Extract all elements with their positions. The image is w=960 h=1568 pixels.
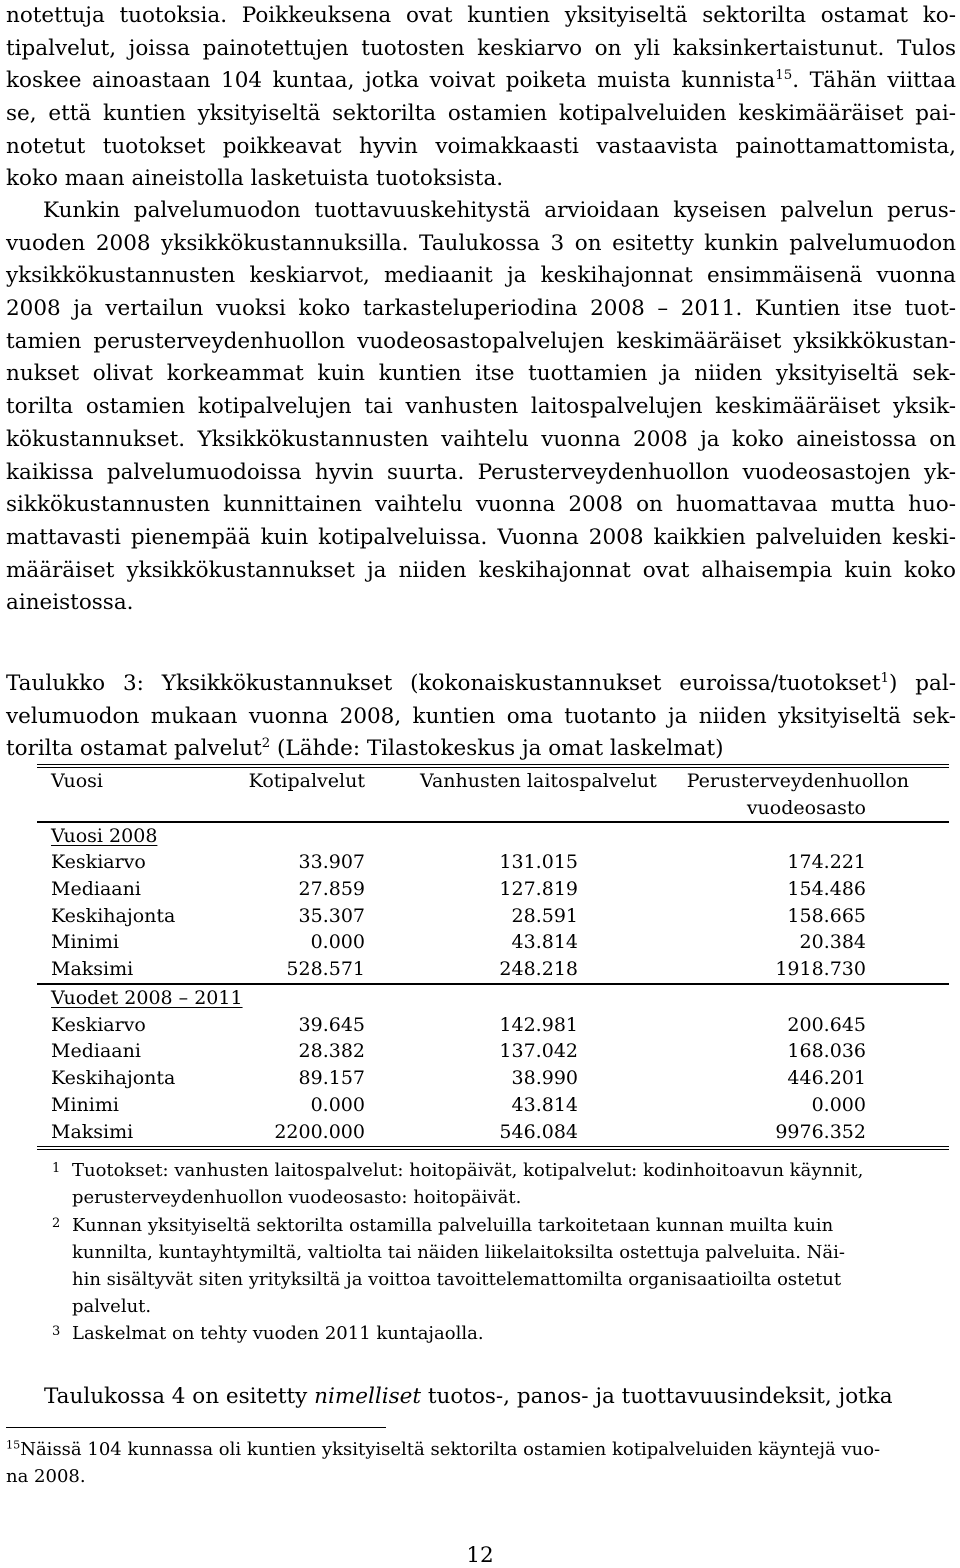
table-caption [6,668,956,766]
text-segment: . Tähän viittaa [792,68,957,94]
row-label: Keskiarvo [51,1014,146,1036]
cell-value: 20.384 [799,931,866,953]
cell-value: 0.000 [811,1094,866,1116]
caption-line: velumuodon mukaan vuonna 2008, kuntien oma tuotanto ja niiden yksityiseltä sek- [6,703,956,729]
caption-line [6,668,956,701]
table-section-rule [37,983,949,985]
text-segment: tuotos-, panos- ja tuottavuusindeksit, jotka [421,1384,893,1409]
footnote-rule [6,1427,386,1428]
row-label: Mediaani [51,878,141,900]
cell-value: 142.981 [499,1014,578,1036]
cell-value: 27.859 [298,878,365,900]
cell-value: 89.157 [298,1067,365,1089]
footnote-mark: 15 [6,1438,21,1452]
cell-value: 174.221 [787,851,866,873]
cell-value: 35.307 [298,905,365,927]
note-line: palvelut. [72,1296,152,1317]
text-segment: (Lähde: Tilastokeskus ja omat laskelmat) [270,736,724,762]
text-segment: Näissä 104 kunnassa oli kuntien yksityiseltä sektorilta ostamien kotipalveluiden käyntejä vuo- [20,1439,881,1460]
cell-value: 131.015 [499,851,578,873]
text-line: Kunkin palvelumuodon tuottavuuskehitystä arvioidaan kyseisen palvelun perus- [43,198,956,223]
text-segment: koskee ainoastaan 104 kuntaa, jotka voivat poiketa muista kunnista [6,68,776,94]
text-line: sikkökustannusten kunnittainen vaihtelu vuonna 2008 on huomattavaa mutta huo- [6,492,956,518]
text-line: notetut tuotokset poikkeavat hyvin voimakkaasti vastaavista painottamattomista, [6,133,956,159]
footnote-ref-15[interactable]: 15 [775,68,793,84]
cell-value: 446.201 [787,1067,866,1089]
note-mark: 1 [52,1161,61,1176]
header-vanhusten-laitospalvelut: Vanhusten laitospalvelut [420,770,657,792]
table-note-ref: 2 [261,736,271,752]
cell-value: 43.814 [511,931,578,953]
table-note [52,1157,922,1211]
table-bottom-rule [37,1149,949,1150]
cell-value: 33.907 [298,851,365,873]
footnote [6,1436,956,1490]
table-bottom-rule [37,1146,949,1147]
cell-value: 38.990 [511,1067,578,1089]
text-segment: ) pal- [888,671,956,696]
table-note-ref: 1 [880,671,889,687]
cell-value: 0.000 [310,1094,365,1116]
table-header-rule [37,821,949,823]
text-line: koko maan aineistolla lasketuista tuotoksista. [6,166,504,192]
section-title: Vuodet 2008 – 2011 [51,987,243,1009]
cell-value: 39.645 [298,1014,365,1036]
cell-value: 200.645 [787,1014,866,1036]
row-label: Mediaani [51,1040,141,1062]
row-label: Maksimi [51,1121,134,1143]
text-line: 2008 ja vertailun vuoksi koko tarkasteluperiodina 2008 – 2011. Kuntien itse tuot- [6,296,956,322]
cell-value: 9976.352 [775,1121,866,1143]
paragraph-2 [6,195,956,620]
text-line [6,65,956,98]
text-line: vuoden 2008 yksikkökustannuksilla. Taulukossa 3 on esitetty kunkin palvelumuodon [6,230,956,256]
row-label: Keskihajonta [51,905,176,927]
text-line: määräiset yksikkökustannukset ja niiden keskihajonnat ovat alhaisempia kuin koko [6,557,956,583]
text-line: tipalvelut, joissa painotettujen tuotosten keskiarvo on yli kaksinkertaistunut. Tulos [6,35,956,61]
text-segment: Taulukossa 4 on esitetty [44,1384,315,1409]
body-text-line [44,1384,956,1409]
table-note [52,1212,922,1320]
note-line: Tuotokset: vanhusten laitospalvelut: hoitopäivät, kotipalvelut: kodinhoitoavun käynnit, [72,1160,864,1181]
note-line: Kunnan yksityiseltä sektorilta ostamilla palveluilla tarkoitetaan kunnan muilta kuin [72,1215,834,1236]
cell-value: 28.591 [511,905,578,927]
cell-value: 137.042 [499,1040,578,1062]
cell-value: 158.665 [787,905,866,927]
emphasized-word: nimelliset [314,1384,422,1409]
header-perusterveydenhuollon: Perusterveydenhuollon [686,770,909,792]
note-line: hin sisältyvät siten yrityksiltä ja voittoa tavoittelemattomilta organisaatioilta ostetut [72,1269,842,1290]
cell-value: 546.084 [499,1121,578,1143]
text-line: kökustannukset. Yksikkökustannusten vaihtelu vuonna 2008 ja koko aineistossa on [6,426,956,452]
text-line: tamien perusterveydenhuollon vuodeosastopalvelujen keskimääräiset yksikkökustan- [6,328,956,354]
note-line: Laskelmat on tehty vuoden 2011 kuntajaolla. [72,1323,484,1344]
text-line: nukset olivat korkeammat kuin kuntien itse tuottamien ja niiden yksityiseltä sek- [6,361,956,387]
cell-value: 154.486 [787,878,866,900]
text-line: aineistossa. [6,590,134,616]
table-note [52,1320,922,1347]
note-line: perusterveydenhuollon vuodeosasto: hoitopäivät. [72,1187,522,1208]
row-label: Maksimi [51,958,134,980]
note-line: kunnilta, kuntayhtymiltä, valtiolta tai näiden liikelaitoksilta ostettuja palveluita. Näi- [72,1242,845,1263]
cell-value: 1918.730 [775,958,866,980]
page-number: 12 [466,1543,494,1568]
note-mark: 3 [52,1324,61,1339]
caption-line [6,733,956,766]
note-mark: 2 [52,1216,61,1231]
header-vuodeosasto: vuodeosasto [746,797,866,819]
footnote-line: na 2008. [6,1466,86,1487]
table-top-rule [37,764,949,765]
table-top-rule [37,767,949,768]
cell-value: 2200.000 [274,1121,365,1143]
cell-value: 0.000 [310,931,365,953]
cell-value: 248.218 [499,958,578,980]
text-line: notettuja tuotoksia. Poikkeuksena ovat kuntien yksityiseltä sektorilta ostamat ko- [6,3,956,28]
cell-value: 43.814 [511,1094,578,1116]
cell-value: 168.036 [787,1040,866,1062]
footnote-line [6,1436,956,1463]
header-kotipalvelut: Kotipalvelut [248,770,365,792]
cell-value: 528.571 [286,958,365,980]
cell-value: 28.382 [298,1040,365,1062]
text-line: se, että kuntien yksityiseltä sektorilta ostamien kotipalveluiden keskimääräiset pai- [6,101,956,127]
cell-value: 127.819 [499,878,578,900]
text-line: kaikissa palvelumuodoissa hyvin suurta. Perusterveydenhuollon vuodeosastojen yk- [6,459,956,485]
text-line: torilta ostamien kotipalvelujen tai vanhusten laitospalvelujen keskimääräiset yksik- [6,394,956,420]
text-segment: torilta ostamat palvelut [6,736,262,762]
row-label: Keskiarvo [51,851,146,873]
text-line: yksikkökustannusten keskiarvot, mediaanit ja keskihajonnat ensimmäisenä vuonna [6,263,956,289]
row-label: Keskihajonta [51,1067,176,1089]
section-title: Vuosi 2008 [51,825,158,847]
text-line: mattavasti pienempää kuin kotipalveluissa. Vuonna 2008 kaikkien palveluiden keski- [6,524,956,550]
header-vuosi: Vuosi [51,770,104,792]
text-segment: Taulukko 3: Yksikkökustannukset (kokonaiskustannukset euroissa/tuotokset [6,671,881,696]
paragraph-1 [6,0,956,196]
row-label: Minimi [51,1094,119,1116]
row-label: Minimi [51,931,119,953]
